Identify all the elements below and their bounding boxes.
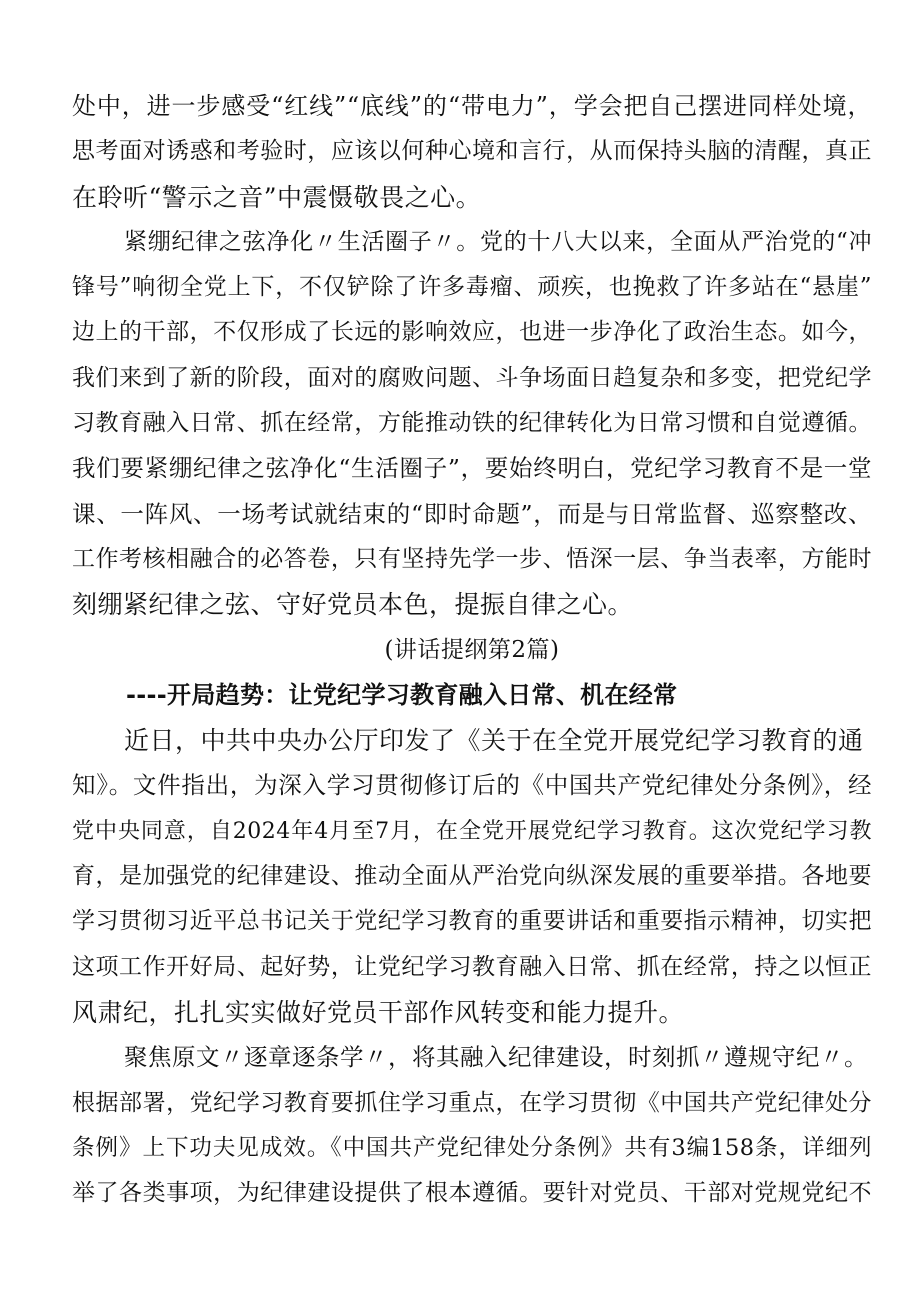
paragraph-3	[72, 718, 872, 1035]
text-line: 锋号”响彻全党上下，不仅铲除了许多毒瘤、顽疾，也挽救了许多站在“悬崖”	[72, 274, 872, 301]
text-line: 这项工作开好局、起好势，让党纪学习教育融入日常、抓在经常，持之以恒正	[72, 953, 872, 980]
section-title: (讲话提纲第2篇)	[384, 636, 560, 663]
document-page	[72, 84, 872, 1216]
subheading: ----开局趋势：让党纪学习教育融入日常、机在经常	[126, 680, 678, 709]
text-line: 党中央同意，自2024年4月至7月，在全党开展党纪学习教育。这次党纪学习教	[72, 818, 872, 844]
text-line: 风肃纪，扎扎实实做好党员干部作风转变和能力提升。	[72, 997, 685, 1027]
text-line: 知》。文件指出，为深入学习贯彻修订后的《中国共产党纪律处分条例》，经	[72, 771, 872, 800]
text-line: 在聆听“警示之音”中震慑敬畏之心。	[72, 182, 482, 212]
text-line: 举了各类事项，为纪律建设提供了根本遵循。要针对党员、干部对党规党纪不	[72, 1180, 872, 1207]
text-line: 根据部署，党纪学习教育要抓住学习重点，在学习贯彻《中国共产党纪律处分	[72, 1089, 872, 1116]
text-line: 边上的干部，不仅形成了长远的影响效应，也进一步净化了政治生态。如今，	[72, 319, 872, 346]
text-line: 条例》上下功夫见成效。《中国共产党纪律处分条例》共有3编158条，详细列	[72, 1134, 872, 1161]
text-line: 工作考核相融合的必答卷，只有坚持先学一步、悟深一层、争当表率，方能时	[72, 545, 872, 572]
paragraph-1	[72, 84, 872, 220]
text-line: 育，是加强党的纪律建设、推动全面从严治党向纵深发展的重要举措。各地要	[72, 863, 872, 890]
text-line: 习教育融入日常、抓在经常，方能推动铁的纪律转化为日常习惯和自觉遵循。	[72, 410, 872, 437]
text-line: 学习贯彻习近平总书记关于党纪学习教育的重要讲话和重要指示精神，切实把	[72, 908, 872, 935]
text-line: 紧绷纪律之弦净化〃生活圈子〃。党的十八大以来，全面从严治党的“冲	[124, 228, 872, 255]
text-line: 聚焦原文〃逐章逐条学〃，将其融入纪律建设，时刻抓〃遵规守纪〃。	[124, 1043, 868, 1072]
text-line: 我们要紧绷纪律之弦净化“生活圈子”，要始终明白，党纪学习教育不是一堂	[72, 454, 872, 483]
text-line: 思考面对诱惑和考验时，应该以何种心境和言行，从而保持头脑的清醒，真正	[72, 138, 872, 165]
paragraph-4	[72, 1035, 872, 1216]
paragraph-2	[72, 220, 872, 628]
text-line: 近日，中共中央办公厅印发了《关于在全党开展党纪学习教育的通	[124, 726, 864, 756]
text-line: 处中，进一步感受“红线”“底线”的“带电力”，学会把自己摆进同样处境，	[72, 92, 872, 120]
text-line: 我们来到了新的阶段，面对的腐败问题、斗争场面日趋复杂和多变，把党纪学	[72, 364, 872, 391]
text-line: 刻绷紧纪律之弦、守好党员本色，提振自律之心。	[72, 590, 634, 620]
text-line: 课、一阵风、一场考试就结束的“即时命题”，而是与日常监督、巡察整改、	[72, 499, 872, 528]
